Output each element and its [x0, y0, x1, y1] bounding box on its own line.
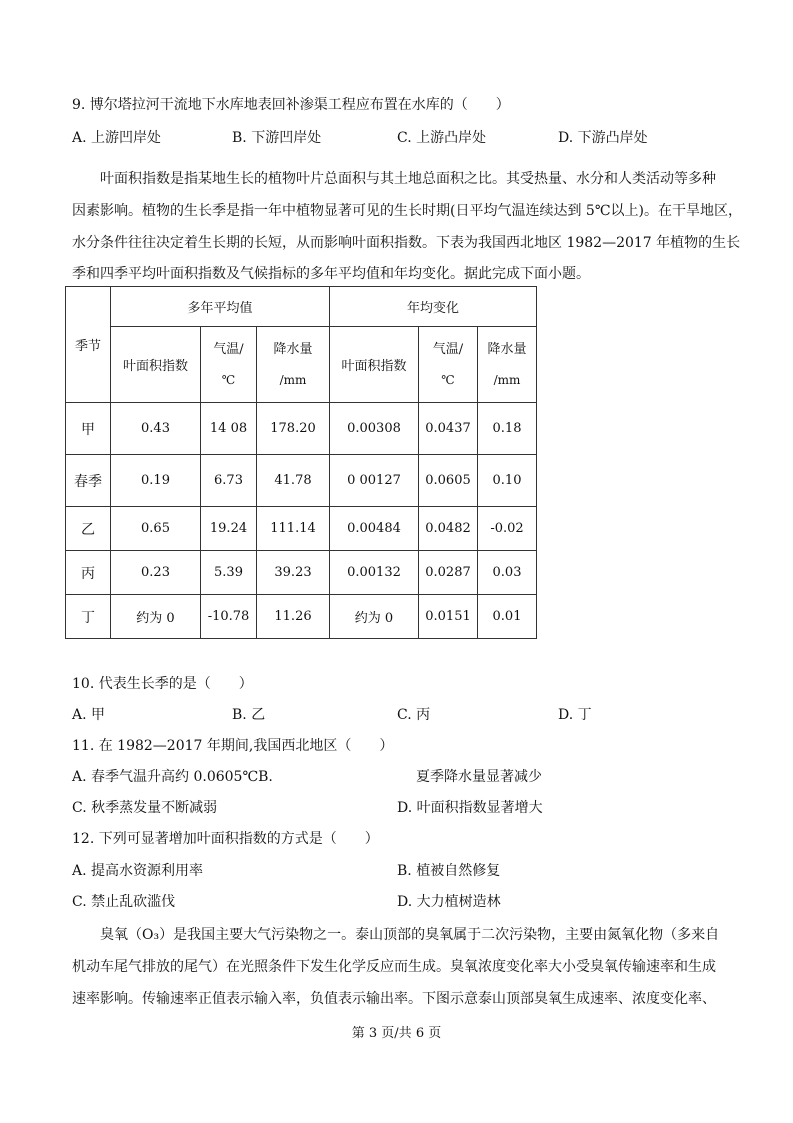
intro-line-4: 季和四季平均叶面积指数及气候指标的多年平均值和年均变化。据此完成下面小题。: [72, 266, 590, 282]
lai-cell: 0.19: [111, 455, 201, 507]
season-header: 季节: [66, 287, 111, 403]
q9-option-c: C. 上游凸岸处: [397, 130, 487, 146]
q12-option-d: D. 大力植树造林: [397, 894, 501, 910]
col-header-temp-change-label: 气温/: [432, 341, 464, 357]
precip-change-cell: 0.01: [478, 595, 537, 639]
temp-cell: -10.78: [201, 595, 257, 639]
intro-line-1: 叶面积指数是指某地生长的植物叶片总面积与其土地总面积之比。其受热量、水分和人类活动等多种: [100, 171, 716, 187]
precip-change-cell: 0.03: [478, 551, 537, 595]
precip-change-cell: -0.02: [478, 507, 537, 551]
q10-option-c: C. 丙: [397, 707, 431, 723]
q12-stem: 12. 下列可显著增加叶面积指数的方式是（ ）: [72, 831, 379, 847]
precip-change-cell: 0.18: [478, 403, 537, 455]
q11-option-c: C. 秋季蒸发量不断减弱: [72, 800, 218, 816]
col-header-precip-change: [478, 327, 537, 403]
q10-option-a: A. 甲: [72, 707, 106, 723]
intro-line-2: 因素影响。植物的生长季是指一年中植物显著可见的生长时期(日平均气温连续达到 5℃以上)。在干旱地区，: [72, 203, 742, 219]
season-cell: 丙: [66, 551, 111, 595]
ozone-line-1: 臭氧（O₃）是我国主要大气污染物之一。泰山顶部的臭氧属于二次污染物，主要由氮氧化物（多来自: [100, 927, 720, 943]
col-header-precip-change-unit: /mm: [493, 372, 521, 387]
lai-cell: 0.65: [111, 507, 201, 551]
q10-option-d: D. 丁: [558, 707, 592, 723]
lai-change-cell: 0.00484: [330, 507, 419, 551]
table-row: [66, 551, 537, 595]
season-cell: 甲: [66, 403, 111, 455]
lai-cell: 0.43: [111, 403, 201, 455]
q11-option-b: 夏季降水量显著减少: [416, 769, 542, 785]
col-header-temp-unit: ℃: [221, 372, 236, 387]
lai-change-cell: 0.00132: [330, 551, 419, 595]
lai-cell: 0.23: [111, 551, 201, 595]
col-header-precip-change-label: 降水量: [487, 341, 527, 357]
temp-cell: 6.73: [201, 455, 257, 507]
precip-cell: 39.23: [257, 551, 330, 595]
q12-option-b: B. 植被自然修复: [397, 863, 501, 879]
ozone-line-3: 速率影响。传输速率正值表示输入率，负值表示输出率。下图示意泰山顶部臭氧生成速率、浓度变化率、: [72, 991, 716, 1007]
group-header-change: 年均变化: [330, 287, 537, 327]
temp-change-cell: 0.0287: [419, 551, 478, 595]
temp-change-cell: 0.0151: [419, 595, 478, 639]
season-cell: 春季: [66, 455, 111, 507]
table-row: [66, 507, 537, 551]
q11-option-a: A. 春季气温升高约 0.0605℃B.: [72, 769, 273, 785]
precip-cell: 178.20: [257, 403, 330, 455]
col-header-temp-label: 气温/: [213, 341, 244, 357]
temp-change-cell: 0.0437: [419, 403, 478, 455]
intro-line-3: 水分条件往往决定着生长期的长短，从而影响叶面积指数。下表为我国西北地区 1982—2017 年植物的生长: [72, 235, 741, 251]
q9-option-d: D. 下游凸岸处: [558, 130, 648, 146]
q9-stem: 9. 博尔塔拉河干流地下水库地表回补渗渠工程应布置在水库的（ ）: [72, 97, 510, 113]
season-cell: 乙: [66, 507, 111, 551]
col-header-precip-unit: /mm: [279, 372, 307, 387]
col-header-lai: 叶面积指数: [111, 327, 201, 403]
q12-option-a: A. 提高水资源利用率: [72, 863, 204, 879]
lai-change-cell: 0 00127: [330, 455, 419, 507]
col-header-temp-change: [419, 327, 478, 403]
table-row: [66, 403, 537, 455]
precip-cell: 11.26: [257, 595, 330, 639]
col-header-temp-change-unit: ℃: [441, 372, 455, 387]
q12-option-c: C. 禁止乱砍滥伐: [72, 894, 176, 910]
table-row: [66, 455, 537, 507]
precip-change-cell: 0.10: [478, 455, 537, 507]
q9-option-b: B. 下游凹岸处: [232, 130, 322, 146]
climate-table: [65, 286, 537, 639]
col-header-precip: [257, 327, 330, 403]
temp-cell: 19.24: [201, 507, 257, 551]
q10-stem: 10. 代表生长季的是（ ）: [72, 676, 253, 692]
temp-change-cell: 0.0605: [419, 455, 478, 507]
lai-cell: 约为 0: [111, 595, 201, 639]
col-header-lai-change: 叶面积指数: [330, 327, 419, 403]
q11-option-d: D. 叶面积指数显著增大: [397, 800, 543, 816]
temp-cell: 5.39: [201, 551, 257, 595]
col-header-precip-label: 降水量: [273, 341, 313, 357]
temp-cell: 14 08: [201, 403, 257, 455]
lai-change-cell: 约为 0: [330, 595, 419, 639]
table-row: [66, 595, 537, 639]
page-number: 第 3 页/共 6 页: [351, 1026, 442, 1041]
precip-cell: 41.78: [257, 455, 330, 507]
col-header-temp: [201, 327, 257, 403]
season-cell: 丁: [66, 595, 111, 639]
ozone-line-2: 机动车尾气排放的尾气）在光照条件下发生化学反应而生成。臭氧浓度变化率大小受臭氧传输速率和生成: [72, 959, 716, 975]
temp-change-cell: 0.0482: [419, 507, 478, 551]
group-header-average: 多年平均值: [111, 287, 330, 327]
q9-option-a: A. 上游凹岸处: [72, 130, 162, 146]
lai-change-cell: 0.00308: [330, 403, 419, 455]
q10-option-b: B. 乙: [232, 707, 266, 723]
precip-cell: 111.14: [257, 507, 330, 551]
q11-stem: 11. 在 1982—2017 年期间,我国西北地区（ ）: [72, 738, 394, 754]
